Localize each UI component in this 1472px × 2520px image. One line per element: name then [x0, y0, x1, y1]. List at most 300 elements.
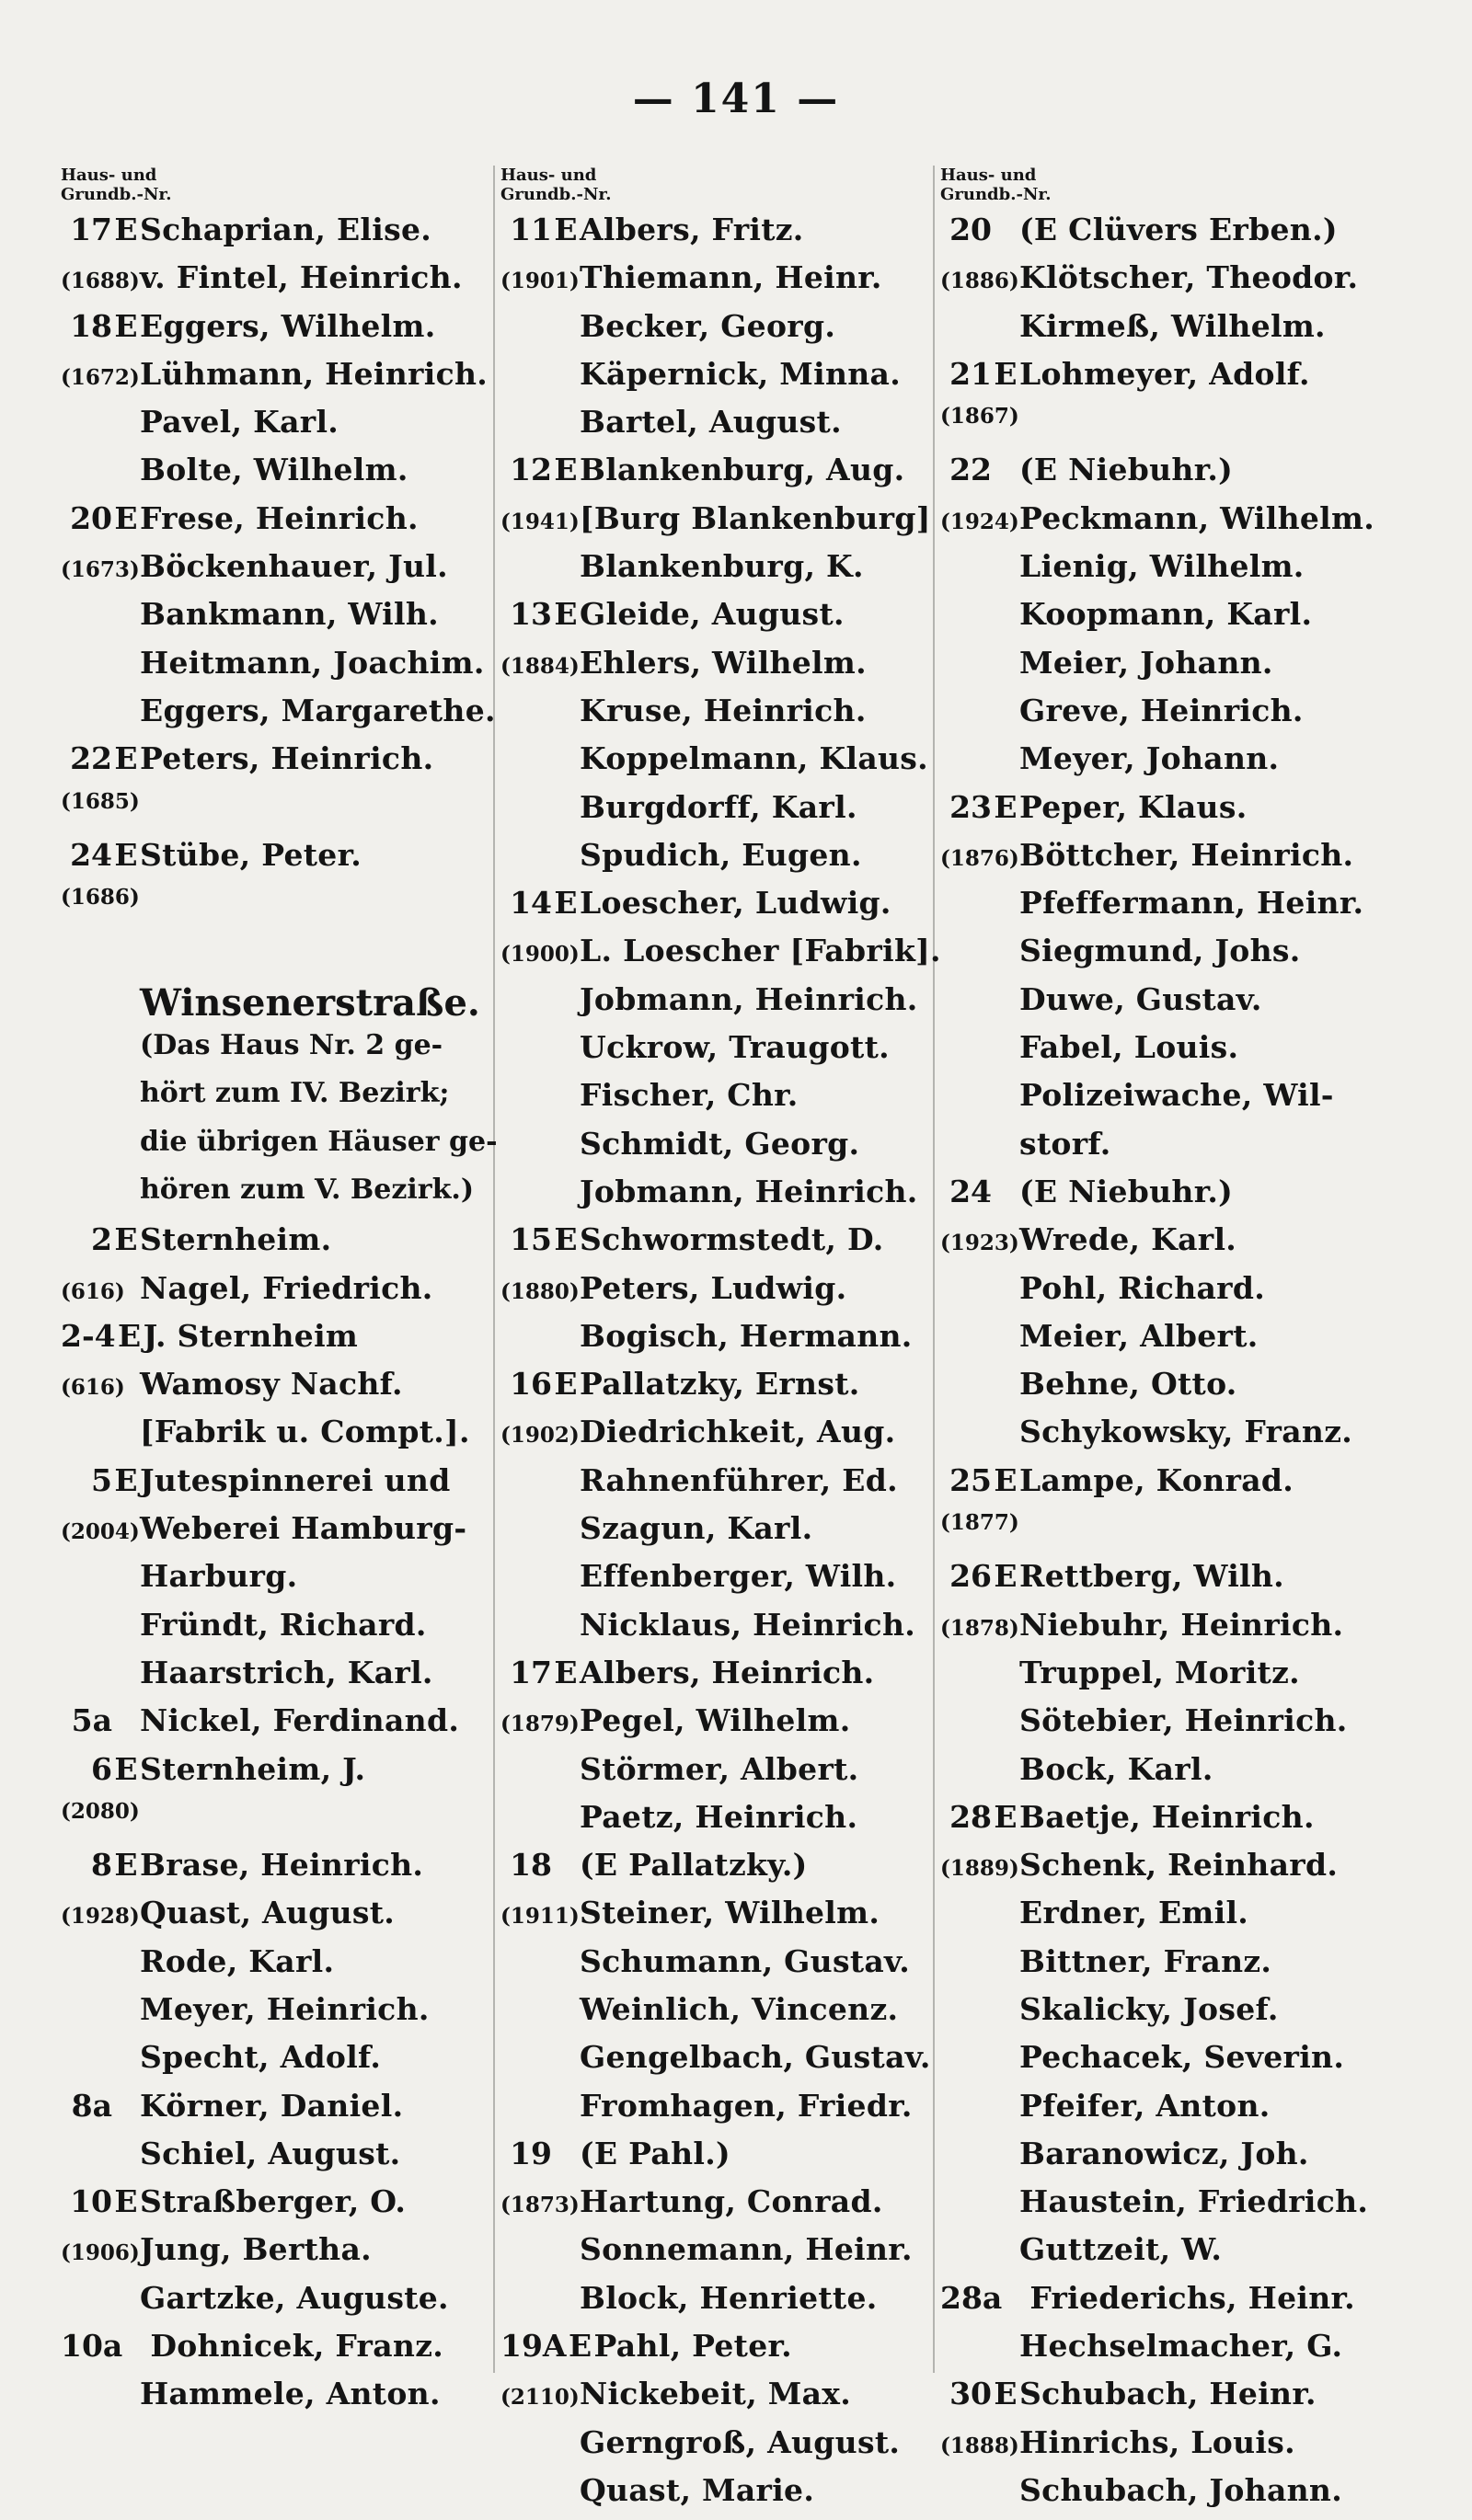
- directory-entry: [940, 1799, 1400, 1847]
- register-number: (1686): [61, 885, 140, 911]
- directory-entry: [940, 212, 1400, 259]
- directory-entry: [61, 2136, 521, 2183]
- resident-name: Rode, Karl.: [140, 1942, 335, 1979]
- resident-name: Jobmann, Heinrich.: [580, 1173, 918, 1209]
- resident-name: Harburg.: [140, 1558, 298, 1595]
- resident-name: Specht, Adolf.: [140, 2039, 382, 2076]
- resident-name: v. Fintel, Heinrich.: [140, 259, 463, 296]
- house-number: 6: [91, 1750, 112, 1787]
- resident-name: Heitmann, Joachim.: [140, 644, 485, 681]
- resident-name: Meyer, Heinrich.: [140, 1990, 430, 2027]
- directory-entry: [500, 2280, 960, 2328]
- directory-entry: [500, 693, 960, 740]
- directory-entry: [61, 1462, 521, 1510]
- house-number: 18: [70, 307, 112, 344]
- owner-marker: E: [994, 1798, 1018, 1835]
- house-number: 25: [949, 1461, 992, 1498]
- directory-entry: [500, 981, 960, 1029]
- directory-entry: [940, 1126, 1400, 1174]
- resident-name: Quast, August.: [140, 1895, 396, 1931]
- directory-entry: [500, 933, 960, 980]
- directory-entry: [500, 2231, 960, 2279]
- directory-entry: [500, 1221, 960, 1269]
- directory-entry: [500, 1847, 960, 1895]
- directory-entry: [940, 452, 1400, 499]
- register-number: (1901): [500, 269, 580, 294]
- resident-name: Rahnenführer, Ed.: [580, 1461, 898, 1498]
- register-number: (1906): [61, 2240, 140, 2266]
- register-number: (1886): [940, 269, 1019, 294]
- register-number: (1879): [500, 1712, 580, 1737]
- resident-name: Frese, Heinrich.: [140, 499, 419, 536]
- resident-name: Lühmann, Heinrich.: [140, 355, 489, 392]
- resident-name: Szagun, Karl.: [580, 1510, 813, 1547]
- resident-name: Hammele, Anton.: [140, 2376, 441, 2412]
- directory-entry: [500, 1029, 960, 1077]
- resident-name: Polizeiwache, Wil-: [1019, 1077, 1334, 1114]
- owner-marker: E: [994, 2376, 1018, 2412]
- resident-name: Friederichs, Heinr.: [1029, 2279, 1355, 2316]
- resident-name: (E Pallatzky.): [580, 1847, 808, 1884]
- resident-name: Gengelbach, Gustav.: [580, 2039, 931, 2076]
- resident-name: Loescher, Ludwig.: [580, 885, 891, 922]
- directory-entry: [61, 1510, 521, 1558]
- resident-name: Schenk, Reinhard.: [1019, 1847, 1339, 1884]
- directory-entry: [940, 1558, 1400, 1606]
- directory-entry: [61, 404, 521, 452]
- directory-entry: [500, 1607, 960, 1655]
- resident-name: Wrede, Karl.: [1019, 1221, 1237, 1258]
- directory-entry: [940, 1607, 1400, 1655]
- resident-name: Albers, Fritz.: [580, 212, 804, 247]
- resident-name: Quast, Marie.: [580, 2471, 815, 2508]
- directory-entry: [61, 452, 521, 499]
- directory-entry: [61, 500, 521, 548]
- house-number: 22: [949, 452, 992, 488]
- resident-name: Schykowsky, Franz.: [1019, 1414, 1353, 1450]
- directory-entry: [940, 1895, 1400, 1942]
- resident-name: Lohmeyer, Adolf.: [1019, 355, 1310, 392]
- register-number: (1876): [940, 845, 1019, 871]
- directory-entry: [940, 500, 1400, 548]
- resident-name: Peckmann, Wilhelm.: [1019, 499, 1375, 536]
- resident-name: Sonnemann, Heinr.: [580, 2231, 913, 2268]
- directory-entry: [940, 645, 1400, 693]
- directory-column-2: [500, 166, 960, 2520]
- directory-entry: [940, 2376, 1400, 2423]
- resident-name: Sternheim, J.: [140, 1750, 366, 1787]
- column-header: [500, 166, 960, 212]
- house-number: 19: [510, 2135, 552, 2171]
- directory-entry: [940, 1174, 1400, 1221]
- resident-name: Fischer, Chr.: [580, 1077, 799, 1114]
- resident-name: Pfeffermann, Heinr.: [1019, 885, 1364, 922]
- resident-name: Dohnicek, Franz.: [150, 2328, 444, 2365]
- directory-entry: [940, 259, 1400, 307]
- directory-entry: [61, 645, 521, 693]
- resident-name: Schaprian, Elise.: [140, 212, 432, 247]
- directory-entry: [940, 1462, 1400, 1510]
- resident-name: Lampe, Konrad.: [1019, 1461, 1294, 1498]
- column-header-line: Grundb.-Nr.: [940, 185, 1052, 204]
- register-number: (1688): [61, 269, 140, 294]
- resident-name: Baetje, Heinrich.: [1019, 1798, 1315, 1835]
- directory-entry: [500, 212, 960, 259]
- resident-name: Haarstrich, Karl.: [140, 1654, 433, 1690]
- resident-name: Weberei Hamburg-: [140, 1510, 467, 1547]
- directory-entry: [940, 885, 1400, 933]
- directory-entry: [940, 933, 1400, 980]
- house-number: 8a: [71, 2087, 112, 2124]
- resident-name: Nickebeit, Max.: [580, 2376, 852, 2412]
- register-number: (1902): [500, 1423, 580, 1449]
- resident-name: Niebuhr, Heinrich.: [1019, 1606, 1344, 1643]
- resident-name: [Burg Blankenburg]: [580, 499, 931, 536]
- directory-entry: [61, 885, 521, 933]
- owner-marker: E: [554, 452, 578, 488]
- resident-name: Pavel, Karl.: [140, 404, 339, 441]
- directory-entry: [500, 2183, 960, 2231]
- resident-name: Pfeifer, Anton.: [1019, 2087, 1271, 2124]
- resident-name: Bankmann, Wilh.: [140, 596, 439, 633]
- resident-name: Pegel, Wilhelm.: [580, 1702, 851, 1739]
- owner-marker: E: [114, 2183, 138, 2220]
- resident-name: Sternheim.: [140, 1221, 332, 1258]
- directory-entry: [940, 789, 1400, 837]
- register-number: (1877): [940, 1510, 1019, 1536]
- resident-name: Meier, Albert.: [1019, 1317, 1259, 1354]
- resident-name: Böckenhauer, Jul.: [140, 548, 448, 585]
- owner-marker: E: [554, 885, 578, 922]
- resident-name: Erdner, Emil.: [1019, 1895, 1249, 1931]
- page-number: — 141 —: [632, 75, 840, 122]
- directory-entry: [61, 2328, 521, 2376]
- register-number: (1873): [500, 2193, 580, 2218]
- owner-marker: E: [114, 1461, 138, 1498]
- house-number: 24: [70, 836, 112, 873]
- house-number: 22: [70, 740, 112, 777]
- resident-name: Schmidt, Georg.: [580, 1125, 860, 1162]
- column-header: [61, 166, 521, 212]
- directory-entry: [500, 356, 960, 404]
- directory-entry: [940, 1943, 1400, 1991]
- directory-entry: [940, 1991, 1400, 2039]
- owner-marker: E: [114, 740, 138, 777]
- directory-entry: [940, 308, 1400, 356]
- directory-entry: [940, 2231, 1400, 2279]
- resident-name: Effenberger, Wilh.: [580, 1558, 897, 1595]
- resident-name: Haustein, Friedrich.: [1019, 2183, 1369, 2220]
- resident-name: Siegmund, Johs.: [1019, 933, 1301, 969]
- house-number: 8: [91, 1847, 112, 1884]
- directory-entry: [500, 500, 960, 548]
- house-number: 17: [510, 1654, 552, 1690]
- column-header-line: Grundb.-Nr.: [61, 185, 172, 204]
- resident-name: Jobmann, Heinrich.: [580, 980, 918, 1017]
- register-number: (1928): [61, 1904, 140, 1930]
- owner-marker: E: [994, 1461, 1018, 1498]
- directory-entry: [61, 1558, 521, 1606]
- register-number: (1880): [500, 1278, 580, 1304]
- directory-entry: [940, 596, 1400, 644]
- directory-entry: [500, 2136, 960, 2183]
- house-number: 10a: [61, 2328, 123, 2365]
- spacer: [61, 933, 521, 980]
- street-note-text: (Das Haus Nr. 2 ge-: [140, 1029, 443, 1062]
- register-number: (2110): [500, 2385, 580, 2411]
- directory-entry: [500, 1174, 960, 1221]
- street-note-text: hört zum IV. Bezirk;: [140, 1077, 450, 1110]
- resident-name: Uckrow, Traugott.: [580, 1029, 890, 1066]
- house-number: 16: [510, 1366, 552, 1403]
- directory-entry: [61, 308, 521, 356]
- resident-name: Böttcher, Heinrich.: [1019, 836, 1354, 873]
- directory-entry: [500, 2088, 960, 2136]
- directory-entry: [61, 1991, 521, 2039]
- resident-name: Fromhagen, Friedr.: [580, 2087, 913, 2124]
- directory-entry: [940, 2328, 1400, 2376]
- resident-name: Stübe, Peter.: [140, 836, 362, 873]
- resident-name: [Fabrik u. Compt.].: [140, 1414, 470, 1450]
- street-note-text: hören zum V. Bezirk.): [140, 1173, 475, 1206]
- resident-name: Straßberger, O.: [140, 2183, 407, 2220]
- street-note: [61, 1077, 521, 1125]
- house-number: 20: [70, 499, 112, 536]
- resident-name: Diedrichkeit, Aug.: [580, 1414, 896, 1450]
- resident-name: Peters, Ludwig.: [580, 1269, 847, 1306]
- resident-name: Sötebier, Heinrich.: [1019, 1702, 1348, 1739]
- house-number: 19A: [500, 2328, 567, 2365]
- directory-entry: [61, 356, 521, 404]
- house-number: 20: [949, 212, 992, 247]
- directory-entry: [940, 1029, 1400, 1077]
- directory-entry: [500, 2472, 960, 2520]
- resident-name: J. Sternheim: [143, 1317, 359, 1354]
- register-number: (1878): [940, 1615, 1019, 1641]
- directory-entry: [940, 1655, 1400, 1702]
- resident-name: Nicklaus, Heinrich.: [580, 1606, 916, 1643]
- register-number: (1672): [61, 364, 140, 390]
- directory-entry: [61, 1702, 521, 1750]
- directory-entry: [940, 2472, 1400, 2520]
- directory-entry: [940, 1702, 1400, 1750]
- resident-name: Peters, Heinrich.: [140, 740, 434, 777]
- directory-entry: [500, 645, 960, 693]
- directory-entry: [500, 837, 960, 885]
- resident-name: Spudich, Eugen.: [580, 836, 862, 873]
- register-number: (1673): [61, 557, 140, 583]
- owner-marker: E: [994, 1558, 1018, 1595]
- directory-entry: [940, 693, 1400, 740]
- resident-name: Bittner, Franz.: [1019, 1942, 1272, 1979]
- register-number: (2080): [61, 1798, 140, 1824]
- directory-entry: [500, 1702, 960, 1750]
- resident-name: Hartung, Conrad.: [580, 2183, 883, 2220]
- resident-name: Thiemann, Heinr.: [580, 259, 882, 296]
- resident-name: Steiner, Wilhelm.: [580, 1895, 880, 1931]
- house-number: 2-4: [61, 1317, 116, 1354]
- directory-entry: [500, 885, 960, 933]
- resident-name: L. Loescher [Fabrik].: [580, 933, 941, 969]
- directory-entry: [940, 1847, 1400, 1895]
- house-number: 2: [91, 1221, 112, 1258]
- owner-marker: E: [994, 788, 1018, 825]
- directory-entry: [500, 1414, 960, 1461]
- resident-name: Schwormstedt, D.: [580, 1221, 884, 1258]
- directory-entry: [500, 789, 960, 837]
- resident-name: Eggers, Margarethe.: [140, 692, 496, 728]
- directory-entry: [61, 1655, 521, 1702]
- directory-entry: [500, 1462, 960, 1510]
- register-number: (616): [61, 1278, 125, 1304]
- directory-entry: [61, 1366, 521, 1414]
- resident-name: Meier, Johann.: [1019, 644, 1273, 681]
- resident-name: Schiel, August.: [140, 2135, 401, 2171]
- directory-entry: [500, 1799, 960, 1847]
- directory-entry: [940, 2088, 1400, 2136]
- directory-entry: [940, 1318, 1400, 1366]
- resident-name: Störmer, Albert.: [580, 1750, 859, 1787]
- resident-name: Klötscher, Theodor.: [1019, 259, 1359, 296]
- resident-name: Weinlich, Vincenz.: [580, 1990, 899, 2027]
- house-number: 30: [949, 2376, 992, 2412]
- resident-name: Peper, Klaus.: [1019, 788, 1248, 825]
- directory-entry: [500, 596, 960, 644]
- resident-name: Pallatzky, Ernst.: [580, 1366, 860, 1403]
- resident-name: Fründt, Richard.: [140, 1606, 427, 1643]
- directory-entry: [940, 981, 1400, 1029]
- directory-entry: [500, 1655, 960, 1702]
- directory-entry: [500, 1126, 960, 1174]
- register-number: (1884): [500, 653, 580, 679]
- resident-name: Bolte, Wilhelm.: [140, 452, 408, 488]
- directory-entry: [500, 2424, 960, 2472]
- directory-entry: [500, 1270, 960, 1318]
- resident-name: Gleide, August.: [580, 596, 845, 633]
- resident-name: Hechselmacher, G.: [1019, 2328, 1343, 2365]
- street-note-text: die übrigen Häuser ge-: [140, 1125, 498, 1158]
- column-header-line: Haus- und: [500, 166, 597, 185]
- resident-name: Pahl, Peter.: [593, 2328, 792, 2365]
- resident-name: Bogisch, Hermann.: [580, 1317, 913, 1354]
- house-number: 18: [510, 1847, 552, 1884]
- resident-name: Baranowicz, Joh.: [1019, 2135, 1309, 2171]
- directory-entry: [61, 548, 521, 596]
- directory-entry: [500, 308, 960, 356]
- resident-name: Hinrichs, Louis.: [1019, 2423, 1295, 2460]
- directory-entry: [940, 356, 1400, 404]
- directory-entry: [61, 2183, 521, 2231]
- register-number: (2004): [61, 1519, 140, 1545]
- resident-name: (E Niebuhr.): [1019, 452, 1234, 488]
- column-header-line: Grundb.-Nr.: [500, 185, 612, 204]
- owner-marker: E: [114, 499, 138, 536]
- directory-entry: [61, 2039, 521, 2087]
- resident-name: Wamosy Nachf.: [140, 1366, 403, 1403]
- directory-entry: [61, 212, 521, 259]
- directory-entry: [61, 1895, 521, 1942]
- register-number: (1911): [500, 1904, 580, 1930]
- owner-marker: E: [114, 836, 138, 873]
- resident-name: Schubach, Johann.: [1019, 2471, 1343, 2508]
- resident-name: Guttzeit, W.: [1019, 2231, 1223, 2268]
- directory-entry: [61, 1221, 521, 1269]
- directory-entry: [500, 1751, 960, 1799]
- directory-entry: [940, 740, 1400, 788]
- directory-entry: [61, 2280, 521, 2328]
- owner-marker: E: [118, 1317, 142, 1354]
- resident-name: Jutespinnerei und: [140, 1461, 451, 1498]
- house-number: 26: [949, 1558, 992, 1595]
- resident-name: Gartzke, Auguste.: [140, 2279, 449, 2316]
- resident-name: Pohl, Richard.: [1019, 1269, 1266, 1306]
- owner-marker: E: [568, 2328, 592, 2365]
- resident-name: Block, Henriette.: [580, 2279, 878, 2316]
- directory-entry: [500, 1895, 960, 1942]
- resident-name: Lienig, Wilhelm.: [1019, 548, 1305, 585]
- resident-name: Behne, Otto.: [1019, 1366, 1237, 1403]
- owner-marker: E: [114, 1221, 138, 1258]
- register-number: (616): [61, 1375, 125, 1401]
- resident-name: Pechacek, Severin.: [1019, 2039, 1345, 2076]
- resident-name: Eggers, Wilhelm.: [140, 307, 436, 344]
- directory-entry: [940, 1270, 1400, 1318]
- owner-marker: E: [114, 212, 138, 247]
- directory-entry: [500, 1318, 960, 1366]
- house-number: 5: [91, 1461, 112, 1498]
- resident-name: Koppelmann, Klaus.: [580, 740, 928, 777]
- resident-name: Blankenburg, Aug.: [580, 452, 905, 488]
- directory-entry: [940, 1366, 1400, 1414]
- resident-name: Brase, Heinrich.: [140, 1847, 424, 1884]
- directory-entry: [940, 548, 1400, 596]
- directory-entry: [61, 259, 521, 307]
- resident-name: Paetz, Heinrich.: [580, 1798, 858, 1835]
- resident-name: Greve, Heinrich.: [1019, 692, 1304, 728]
- resident-name: Kruse, Heinrich.: [580, 692, 867, 728]
- resident-name: Körner, Daniel.: [140, 2087, 404, 2124]
- directory-entry: [61, 789, 521, 837]
- directory-entry: [940, 2280, 1400, 2328]
- resident-name: (E Clüvers Erben.): [1019, 212, 1338, 247]
- owner-marker: E: [114, 1847, 138, 1884]
- street-note: [61, 1174, 521, 1221]
- register-number: (1900): [500, 942, 580, 968]
- house-number: 23: [949, 788, 992, 825]
- house-number: 15: [510, 1221, 552, 1258]
- directory-entry: [940, 1751, 1400, 1799]
- column-header-line: Haus- und: [61, 166, 157, 185]
- house-number: 17: [70, 212, 112, 247]
- directory-entry: [61, 2231, 521, 2279]
- house-number: 14: [510, 885, 552, 922]
- register-number: (1685): [61, 788, 140, 814]
- owner-marker: E: [554, 212, 578, 247]
- resident-name: Nagel, Friedrich.: [140, 1269, 433, 1306]
- house-number: 21: [949, 355, 992, 392]
- directory-entry: [500, 2376, 960, 2423]
- directory-entry: [61, 740, 521, 788]
- directory-entry: [61, 1943, 521, 1991]
- house-number: 13: [510, 596, 552, 633]
- directory-entry: [61, 2088, 521, 2136]
- directory-entry: [940, 1510, 1400, 1558]
- directory-entry: [61, 596, 521, 644]
- register-number: (1888): [940, 2433, 1019, 2458]
- directory-entry: [940, 1221, 1400, 1269]
- directory-entry: [500, 1558, 960, 1606]
- resident-name: Kirmeß, Wilhelm.: [1019, 307, 1326, 344]
